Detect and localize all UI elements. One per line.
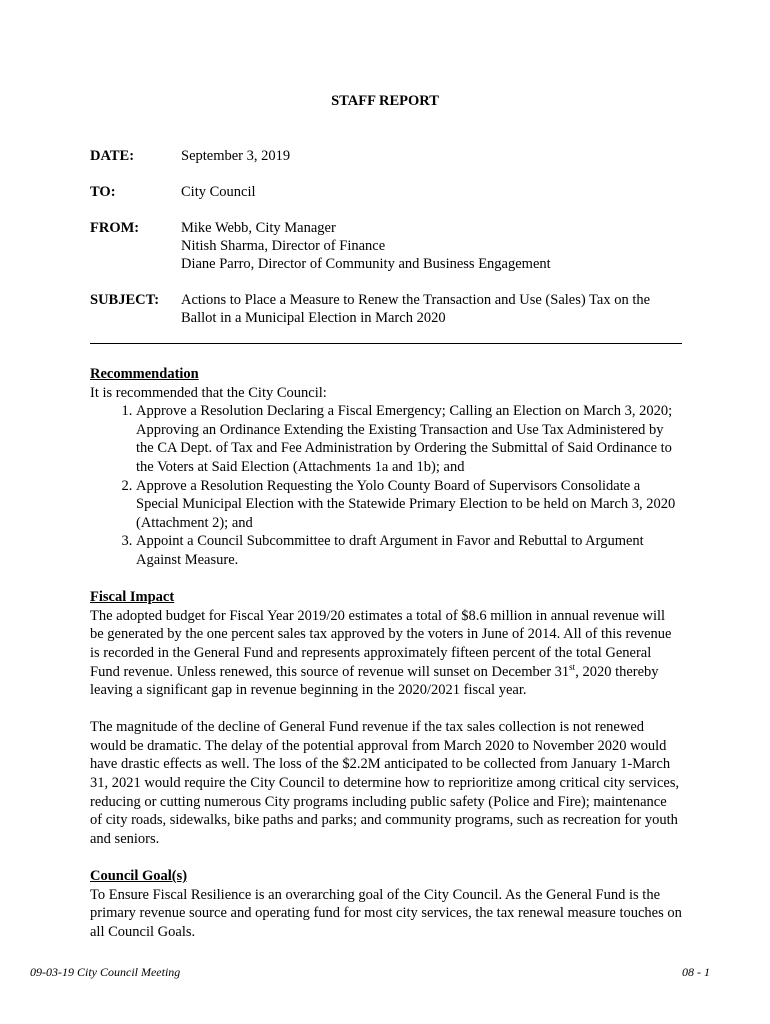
- recommendation-list: [90, 402, 682, 569]
- footer-page-number: 08 - 1: [682, 965, 710, 979]
- subject-line: Actions to Place a Measure to Renew the Transaction and Use (Sales) Tax on the: [181, 292, 651, 308]
- council-goals-heading: Council Goal(s): [90, 868, 188, 885]
- footer-meeting: 09-03-19 City Council Meeting: [30, 965, 181, 979]
- to-label: TO:: [90, 184, 116, 200]
- spacer: [90, 848, 682, 867]
- report-body: [90, 365, 682, 941]
- fiscal-impact-text: , 2020 thereby leaving a significant gap in revenue beginning in the 2020/2021 fiscal year.: [90, 663, 659, 699]
- fiscal-impact-heading: Fiscal Impact: [90, 589, 175, 606]
- from-line: Mike Webb, City Manager: [181, 220, 336, 236]
- fiscal-impact-text: The adopted budget for Fiscal Year 2019/20 estimates a total of $8.6 million in annual revenue will be generated by the one percent sales tax approved by the voters in June of 2014. All of this revenue is recorded in the General Fund and represents approximately fifteen percent of the total General Fund revenue. Unless renewed, this source of revenue will sunset on December 31: [90, 607, 672, 680]
- list-item: 3. Appoint a Council Subcommittee to draft Argument in Favor and Rebuttal to Argument Against Measure.: [136, 532, 682, 569]
- subject-line: Ballot in a Municipal Election in March 2020: [181, 310, 446, 326]
- from-line: Diane Parro, Director of Community and Business Engagement: [181, 256, 551, 272]
- from-value: [181, 219, 691, 273]
- fiscal-impact-paragraph-2: The magnitude of the decline of General Fund revenue if the tax sales collection is not renewed would be dramatic. The delay of the potential approval from March 2020 to November 2020 would have drastic effects as well. The loss of the $2.2M anticipated to be collected from January 1-March 31, 2021 would require the City Council to determine how to reprioritize among critical city services, reducing or cutting numerous City programs including public safety (Police and Fire); maintenance of city roads, sidewalks, bike paths and parks; and community programs, such as recreation for youth and seniors.: [90, 719, 680, 847]
- date-label: DATE:: [90, 148, 135, 164]
- from-line: Nitish Sharma, Director of Finance: [181, 238, 386, 254]
- list-item: 1. Approve a Resolution Declaring a Fiscal Emergency; Calling an Election on March 3, 2020; Approving an Ordinance Extending the Existing Transaction and Use Tax Administered by the CA Dept. of Tax and Fee Administration by Ordering the Submittal of Said Ordinance to the Voters at Said Election (Attachments 1a and 1b); and: [136, 402, 682, 476]
- subject-label: SUBJECT:: [90, 292, 160, 308]
- header-divider: [90, 343, 682, 344]
- page-title: STAFF REPORT: [331, 93, 439, 109]
- recommendation-intro: It is recommended that the City Council:: [90, 384, 327, 401]
- from-label: FROM:: [90, 220, 140, 236]
- recommendation-heading: Recommendation: [90, 366, 199, 382]
- council-goals-paragraph: To Ensure Fiscal Resilience is an overarching goal of the City Council. As the General Fund is the primary revenue source and operating fund for most city services, the tax renewal measure touches on all Council Goals.: [90, 886, 682, 940]
- date-value: September 3, 2019: [181, 148, 291, 164]
- list-item: 2. Approve a Resolution Requesting the Yolo County Board of Supervisors Consolidate a Special Municipal Election with the Statewide Primary Election to be held on March 3, 2020 (Attachment 2); and: [136, 477, 682, 533]
- subject-value: [181, 291, 691, 327]
- fiscal-impact-paragraph-1: [90, 607, 682, 700]
- ordinal-suffix: st: [569, 661, 576, 672]
- spacer: [90, 700, 682, 719]
- to-value: City Council: [181, 184, 256, 200]
- spacer: [90, 570, 682, 589]
